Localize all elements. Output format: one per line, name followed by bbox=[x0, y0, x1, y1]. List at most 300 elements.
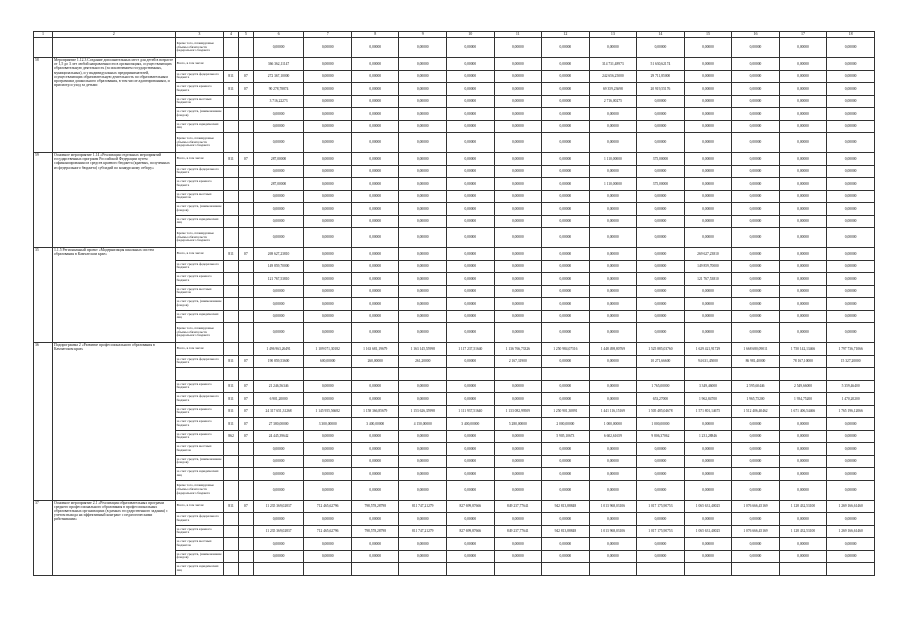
column-number-cell: 12 bbox=[542, 32, 590, 38]
amount-cell: 0,00000 bbox=[827, 120, 875, 133]
amount-cell: 0,00000 bbox=[827, 443, 875, 456]
amount-cell: 0,00000 bbox=[827, 133, 875, 153]
funding-source-cell: за счет средств юридических лиц bbox=[175, 563, 224, 576]
amount-cell: 0,00000 bbox=[304, 108, 352, 121]
amount-cell: 0,00000 bbox=[684, 70, 732, 83]
amount-cell: 1 065 631,40025 bbox=[684, 525, 732, 538]
amount-cell: 0,00000 bbox=[447, 38, 495, 58]
section-code-cell bbox=[238, 165, 253, 178]
funding-source-cell: Кроме того, планируемые объемы обязательств федерального бюджета bbox=[175, 38, 224, 58]
amount-cell: 0,00000 bbox=[684, 133, 732, 153]
ministry-code-cell: 811 bbox=[224, 83, 239, 96]
amount-cell: 78 167,10000 bbox=[779, 355, 827, 368]
amount-cell: 260,00000 bbox=[351, 355, 399, 368]
amount-cell: 0,00000 bbox=[732, 95, 780, 108]
funding-source-cell: за счет средств федерального бюджета bbox=[175, 70, 224, 83]
amount-cell: 0,00000 bbox=[494, 298, 542, 311]
amount-cell: 0,00000 bbox=[542, 248, 590, 261]
amount-cell: 0,00000 bbox=[542, 380, 590, 393]
amount-cell: 0,00000 bbox=[779, 273, 827, 286]
amount-cell: 0,00000 bbox=[589, 310, 637, 323]
amount-cell: 0,00000 bbox=[542, 480, 590, 500]
amount-cell: 1 668 680,09011 bbox=[732, 343, 780, 356]
amount-cell: 1 441 116,15169 bbox=[589, 405, 637, 418]
amount-cell: 3 300,00000 bbox=[304, 418, 352, 431]
amount-cell: 0,00000 bbox=[637, 310, 685, 323]
column-number-cell: 4 bbox=[224, 32, 239, 38]
amount-cell: 0,00000 bbox=[494, 120, 542, 133]
ministry-code-cell bbox=[224, 108, 239, 121]
amount-cell bbox=[684, 368, 732, 381]
column-number-cell: 14 bbox=[637, 32, 685, 38]
funding-source-cell: за счет средств юридических лиц bbox=[175, 120, 224, 133]
amount-cell: 0,00000 bbox=[542, 285, 590, 298]
amount-cell bbox=[732, 563, 780, 576]
row-number-cell bbox=[34, 38, 53, 58]
amount-cell: 0,00000 bbox=[542, 513, 590, 526]
budget-table-page bbox=[33, 31, 875, 628]
amount-cell: 121 767,53810 bbox=[684, 273, 732, 286]
amount-cell: 0,00000 bbox=[684, 190, 732, 203]
ministry-code-cell bbox=[224, 58, 239, 71]
section-code-cell: 07 bbox=[238, 153, 253, 166]
amount-cell: 0,00000 bbox=[542, 190, 590, 203]
amount-cell: 51 630,62174 bbox=[637, 58, 685, 71]
section-code-cell bbox=[238, 468, 253, 481]
amount-cell: 0,00000 bbox=[351, 285, 399, 298]
amount-cell: 0,00000 bbox=[399, 273, 447, 286]
amount-cell: 0,00000 bbox=[589, 393, 637, 406]
amount-cell: 0,00000 bbox=[589, 190, 637, 203]
amount-cell: 0,00000 bbox=[447, 215, 495, 228]
amount-cell: 94 631,45000 bbox=[684, 355, 732, 368]
column-number-cell: 18 bbox=[827, 32, 875, 38]
amount-cell bbox=[304, 368, 352, 381]
amount-cell: 0,00000 bbox=[589, 285, 637, 298]
amount-cell bbox=[351, 563, 399, 576]
ministry-code-cell bbox=[224, 468, 239, 481]
amount-cell: 0,00000 bbox=[351, 480, 399, 500]
amount-cell: 0,00000 bbox=[732, 203, 780, 216]
amount-cell: 0,00000 bbox=[779, 538, 827, 551]
section-code-cell bbox=[238, 368, 253, 381]
row-number-cell: 36 bbox=[34, 343, 53, 501]
amount-cell: 0,00000 bbox=[732, 58, 780, 71]
ministry-code-cell bbox=[224, 285, 239, 298]
amount-cell: 712 465,62796 bbox=[304, 525, 352, 538]
amount-cell: 1 765 196,12066 bbox=[827, 405, 875, 418]
amount-cell: 0,00000 bbox=[637, 228, 685, 248]
amount-cell: 0,00000 bbox=[494, 480, 542, 500]
amount-cell: 0,00000 bbox=[589, 203, 637, 216]
amount-cell: 1 269 166,61460 bbox=[827, 525, 875, 538]
amount-cell: 0,00000 bbox=[494, 323, 542, 343]
measure-name-cell: Мероприятие 1.12.3 Создание дополнительных мест для детей в возрасте от 1,5 до 3 лет любой направленности в организациях, осуществляющих образовательную деятельность (за исключением государственных, муниципальных), и у индивидуальных предпринимателей, осуществляющих образовательную деятельность по образовательным программам дошкольного образования, в том числе адаптированным, и присмотр и уход за детьми bbox=[53, 58, 176, 153]
amount-cell bbox=[542, 368, 590, 381]
amount-cell: 0,00000 bbox=[447, 468, 495, 481]
amount-cell: 0,00000 bbox=[779, 190, 827, 203]
funding-source-cell: за счет средств краевого бюджета bbox=[175, 273, 224, 286]
amount-cell: 0,00000 bbox=[732, 248, 780, 261]
amount-cell: 0,00000 bbox=[827, 550, 875, 563]
amount-cell: 0,00000 bbox=[253, 480, 304, 500]
amount-cell: 0,00000 bbox=[732, 273, 780, 286]
funding-source-cell: Всего, в том числе: bbox=[175, 500, 224, 513]
amount-cell: 0,00000 bbox=[684, 108, 732, 121]
amount-cell: 0,00000 bbox=[494, 153, 542, 166]
section-code-cell: 07 bbox=[238, 430, 253, 443]
amount-cell: 0,00000 bbox=[304, 430, 352, 443]
amount-cell: 0,00000 bbox=[589, 513, 637, 526]
amount-cell: 0,00000 bbox=[494, 215, 542, 228]
amount-cell: 0,00000 bbox=[827, 298, 875, 311]
amount-cell: 827 699,87666 bbox=[447, 525, 495, 538]
funding-source-cell: за счет средств федерального бюджета bbox=[175, 393, 224, 406]
amount-cell: 0,00000 bbox=[684, 538, 732, 551]
amount-cell: 849 237,77641 bbox=[494, 525, 542, 538]
amount-cell: 0,00000 bbox=[684, 165, 732, 178]
amount-cell: 0,00000 bbox=[494, 430, 542, 443]
amount-cell: 0,00000 bbox=[351, 203, 399, 216]
ministry-code-cell bbox=[224, 513, 239, 526]
amount-cell: 0,00000 bbox=[637, 215, 685, 228]
section-code-cell: 07 bbox=[238, 500, 253, 513]
funding-source-cell: Кроме того, планируемые объемы обязательств федерального бюджета bbox=[175, 228, 224, 248]
section-code-cell bbox=[238, 178, 253, 191]
amount-cell: 0,00000 bbox=[589, 273, 637, 286]
section-code-cell bbox=[238, 443, 253, 456]
ministry-code-cell bbox=[224, 273, 239, 286]
column-number-cell: 15 bbox=[684, 32, 732, 38]
amount-cell: 0,00000 bbox=[732, 153, 780, 166]
funding-source-cell: за счет средств, (наименование фондов) bbox=[175, 203, 224, 216]
amount-cell bbox=[447, 368, 495, 381]
amount-cell: 0,00000 bbox=[351, 430, 399, 443]
amount-cell: 1 110,00000 bbox=[589, 178, 637, 191]
amount-cell: 0,00000 bbox=[779, 95, 827, 108]
amount-cell: 0,00000 bbox=[827, 190, 875, 203]
amount-cell: 0,00000 bbox=[827, 178, 875, 191]
ministry-code-cell bbox=[224, 298, 239, 311]
amount-cell: 0,00000 bbox=[447, 393, 495, 406]
amount-cell: 0,00000 bbox=[351, 190, 399, 203]
amount-cell: 0,00000 bbox=[684, 310, 732, 323]
amount-cell: 0,00000 bbox=[684, 215, 732, 228]
amount-cell: 1 145 955,56682 bbox=[304, 405, 352, 418]
amount-cell: 0,00000 bbox=[589, 108, 637, 121]
amount-cell: 0,00000 bbox=[542, 468, 590, 481]
amount-cell: 0,00000 bbox=[637, 513, 685, 526]
section-code-cell bbox=[238, 323, 253, 343]
amount-cell: 1 117 237,51640 bbox=[447, 343, 495, 356]
section-code-cell bbox=[238, 550, 253, 563]
amount-cell: 0,00000 bbox=[304, 480, 352, 500]
table-row bbox=[34, 500, 875, 513]
amount-cell: 0,00000 bbox=[399, 120, 447, 133]
amount-cell: 0,00000 bbox=[732, 70, 780, 83]
amount-cell: 0,00000 bbox=[542, 393, 590, 406]
amount-cell: 0,00000 bbox=[589, 38, 637, 58]
ministry-code-cell bbox=[224, 38, 239, 58]
amount-cell: 1 128 432,53100 bbox=[779, 525, 827, 538]
column-number-cell: 5 bbox=[238, 32, 253, 38]
amount-cell: 11 235 369,02837 bbox=[253, 500, 304, 513]
section-code-cell: 07 bbox=[238, 380, 253, 393]
amount-cell: 0,00000 bbox=[542, 550, 590, 563]
amount-cell: 0,00000 bbox=[637, 273, 685, 286]
funding-source-cell: за счет средств местных бюджетов bbox=[175, 190, 224, 203]
ministry-code-cell bbox=[224, 525, 239, 538]
amount-cell: 0,00000 bbox=[304, 133, 352, 153]
table-row bbox=[34, 38, 875, 58]
amount-cell: 0,00000 bbox=[253, 550, 304, 563]
column-number-cell: 1 bbox=[34, 32, 53, 38]
amount-cell: 0,00000 bbox=[732, 550, 780, 563]
amount-cell: 0,00000 bbox=[399, 203, 447, 216]
amount-cell: 0,00000 bbox=[637, 455, 685, 468]
amount-cell: 0,00000 bbox=[779, 120, 827, 133]
amount-cell: 0,00000 bbox=[304, 203, 352, 216]
amount-cell: 0,00000 bbox=[637, 468, 685, 481]
amount-cell: 242 656,25000 bbox=[589, 70, 637, 83]
funding-source-cell: за счет средств краевого бюджета bbox=[175, 178, 224, 191]
amount-cell: 0,00000 bbox=[684, 38, 732, 58]
budget-table bbox=[33, 31, 875, 576]
column-number-cell: 3 bbox=[175, 32, 224, 38]
amount-cell: 798,578,28798 bbox=[351, 500, 399, 513]
amount-cell: 5 280,00000 bbox=[494, 418, 542, 431]
amount-cell: 0,00000 bbox=[399, 430, 447, 443]
section-code-cell bbox=[238, 58, 253, 71]
funding-source-cell: за счет средств краевого бюджета bbox=[175, 380, 224, 393]
section-code-cell bbox=[238, 310, 253, 323]
amount-cell: 653,27000 bbox=[637, 393, 685, 406]
amount-cell: 0,00000 bbox=[304, 228, 352, 248]
amount-cell: 0,00000 bbox=[827, 273, 875, 286]
amount-cell: 0,00000 bbox=[399, 538, 447, 551]
amount-cell: 1 750 142,13466 bbox=[779, 343, 827, 356]
amount-cell bbox=[399, 563, 447, 576]
amount-cell: 0,00000 bbox=[589, 215, 637, 228]
amount-cell: 0,00000 bbox=[684, 323, 732, 343]
amount-cell: 0,00000 bbox=[399, 550, 447, 563]
amount-cell: 0,00000 bbox=[827, 310, 875, 323]
amount-cell: 10 271,66600 bbox=[637, 355, 685, 368]
amount-cell: 1 163 145,55998 bbox=[399, 343, 447, 356]
amount-cell: 0,00000 bbox=[732, 165, 780, 178]
amount-cell: 0,00000 bbox=[304, 190, 352, 203]
amount-cell: 0,00000 bbox=[399, 228, 447, 248]
amount-cell: 0,00000 bbox=[447, 248, 495, 261]
ministry-code-cell bbox=[224, 165, 239, 178]
amount-cell: 121 767,53810 bbox=[253, 273, 304, 286]
amount-cell: 0,00000 bbox=[494, 248, 542, 261]
amount-cell: 0,00000 bbox=[684, 468, 732, 481]
section-code-cell bbox=[238, 38, 253, 58]
amount-cell: 86 981,40000 bbox=[732, 355, 780, 368]
amount-cell: 0,00000 bbox=[589, 120, 637, 133]
amount-cell: 0,00000 bbox=[684, 120, 732, 133]
amount-cell bbox=[542, 563, 590, 576]
amount-cell: 0,00000 bbox=[779, 133, 827, 153]
amount-cell: 0,00000 bbox=[637, 480, 685, 500]
amount-cell bbox=[447, 563, 495, 576]
amount-cell: 0,00000 bbox=[589, 248, 637, 261]
amount-cell: 2 000,00000 bbox=[542, 418, 590, 431]
amount-cell: 0,00000 bbox=[447, 355, 495, 368]
amount-cell: 0,00000 bbox=[447, 70, 495, 83]
amount-cell: 0,00000 bbox=[304, 455, 352, 468]
amount-cell: 0,00000 bbox=[779, 178, 827, 191]
amount-cell: 314 731,48973 bbox=[589, 58, 637, 71]
amount-cell: 0,00000 bbox=[494, 550, 542, 563]
funding-source-cell: за счет средств краевого бюджета bbox=[175, 405, 224, 418]
funding-source-cell: за счет средств местных бюджетов bbox=[175, 443, 224, 456]
amount-cell: 1 512 406,40462 bbox=[732, 405, 780, 418]
amount-cell: 0,00000 bbox=[304, 248, 352, 261]
amount-cell: 0,00000 bbox=[684, 83, 732, 96]
amount-cell: 0,00000 bbox=[684, 513, 732, 526]
amount-cell: 1 110,00000 bbox=[589, 153, 637, 166]
amount-cell: 0,00000 bbox=[827, 70, 875, 83]
amount-cell: 0,00000 bbox=[447, 480, 495, 500]
amount-cell: 0,00000 bbox=[827, 215, 875, 228]
amount-cell: 0,00000 bbox=[779, 285, 827, 298]
amount-cell: 1 076 666,45169 bbox=[732, 525, 780, 538]
table-row bbox=[34, 343, 875, 356]
amount-cell: 942 813,88848 bbox=[542, 525, 590, 538]
amount-cell: 0,00000 bbox=[637, 190, 685, 203]
column-number-cell: 10 bbox=[447, 32, 495, 38]
amount-cell bbox=[732, 368, 780, 381]
amount-cell: 0,00000 bbox=[494, 228, 542, 248]
amount-cell: 0,00000 bbox=[494, 70, 542, 83]
amount-cell: 0,00000 bbox=[637, 203, 685, 216]
amount-cell: 811 747,21279 bbox=[399, 525, 447, 538]
amount-cell: 0,00000 bbox=[304, 38, 352, 58]
ministry-code-cell: 811 bbox=[224, 500, 239, 513]
amount-cell: 0,00000 bbox=[732, 260, 780, 273]
amount-cell: 0,00000 bbox=[542, 178, 590, 191]
ministry-code-cell bbox=[224, 203, 239, 216]
amount-cell bbox=[304, 563, 352, 576]
amount-cell: 0,00000 bbox=[542, 228, 590, 248]
section-code-cell: 07 bbox=[238, 355, 253, 368]
amount-cell: 1 505 485,04678 bbox=[637, 405, 685, 418]
amount-cell: 5 905,10673 bbox=[542, 430, 590, 443]
amount-cell: 0,00000 bbox=[779, 430, 827, 443]
amount-cell: 0,00000 bbox=[253, 203, 304, 216]
amount-cell: 0,00000 bbox=[494, 468, 542, 481]
amount-cell: 69 359,23698 bbox=[589, 83, 637, 96]
amount-cell: 0,00000 bbox=[304, 538, 352, 551]
amount-cell: 15 327,20000 bbox=[827, 355, 875, 368]
amount-cell: 0,00000 bbox=[732, 310, 780, 323]
section-code-cell bbox=[238, 95, 253, 108]
amount-cell bbox=[494, 368, 542, 381]
amount-cell: 0,00000 bbox=[253, 165, 304, 178]
amount-cell: 0,00000 bbox=[542, 215, 590, 228]
amount-cell: 0,00000 bbox=[399, 58, 447, 71]
amount-cell: 0,00000 bbox=[684, 95, 732, 108]
funding-source-cell: за счет средств федерального бюджета bbox=[175, 513, 224, 526]
amount-cell: 0,00000 bbox=[684, 285, 732, 298]
amount-cell: 0,00000 bbox=[494, 455, 542, 468]
amount-cell: 1 965,75200 bbox=[732, 393, 780, 406]
ministry-code-cell bbox=[224, 310, 239, 323]
amount-cell: 190 859,53600 bbox=[253, 355, 304, 368]
amount-cell: 11 235 369,02837 bbox=[253, 525, 304, 538]
amount-cell: 272 367,10000 bbox=[253, 70, 304, 83]
amount-cell: 0,00000 bbox=[732, 430, 780, 443]
amount-cell: 0,00000 bbox=[447, 323, 495, 343]
section-code-cell bbox=[238, 133, 253, 153]
amount-cell: 0,00000 bbox=[447, 228, 495, 248]
amount-cell: 0,00000 bbox=[494, 513, 542, 526]
amount-cell: 375,00000 bbox=[637, 153, 685, 166]
amount-cell: 0,00000 bbox=[447, 430, 495, 443]
amount-cell: 0,00000 bbox=[399, 298, 447, 311]
amount-cell: 0,00000 bbox=[779, 310, 827, 323]
amount-cell: 0,00000 bbox=[351, 550, 399, 563]
amount-cell: 0,00000 bbox=[253, 38, 304, 58]
section-code-cell: 07 bbox=[238, 70, 253, 83]
amount-cell: 0,00000 bbox=[351, 58, 399, 71]
amount-cell: 0,00000 bbox=[827, 538, 875, 551]
amount-cell: 0,00000 bbox=[351, 248, 399, 261]
measure-name-cell bbox=[53, 38, 176, 58]
amount-cell: 0,00000 bbox=[304, 95, 352, 108]
amount-cell: 0,00000 bbox=[494, 133, 542, 153]
amount-cell: 0,00000 bbox=[637, 298, 685, 311]
amount-cell: 0,00000 bbox=[684, 178, 732, 191]
row-number-cell: 37 bbox=[34, 500, 53, 575]
amount-cell: 0,00000 bbox=[399, 513, 447, 526]
amount-cell: 0,00000 bbox=[637, 260, 685, 273]
amount-cell: 0,00000 bbox=[827, 513, 875, 526]
amount-cell: 0,00000 bbox=[351, 70, 399, 83]
amount-cell: 1 017 175,90753 bbox=[637, 525, 685, 538]
amount-cell: 0,00000 bbox=[447, 538, 495, 551]
amount-cell: 0,00000 bbox=[827, 153, 875, 166]
amount-cell: 0,00000 bbox=[637, 95, 685, 108]
amount-cell: 0,00000 bbox=[542, 538, 590, 551]
amount-cell: 0,00000 bbox=[304, 298, 352, 311]
amount-cell: 0,00000 bbox=[684, 443, 732, 456]
amount-cell: 0,00000 bbox=[684, 153, 732, 166]
amount-cell: 0,00000 bbox=[779, 443, 827, 456]
amount-cell: 0,00000 bbox=[589, 468, 637, 481]
amount-cell: 1 671 406,54466 bbox=[779, 405, 827, 418]
table-row bbox=[34, 248, 875, 261]
amount-cell: 0,00000 bbox=[542, 443, 590, 456]
amount-cell: 0,00000 bbox=[447, 298, 495, 311]
amount-cell: 1 013 968,03106 bbox=[589, 525, 637, 538]
amount-cell: 3 400,00000 bbox=[351, 418, 399, 431]
ministry-code-cell bbox=[224, 133, 239, 153]
ministry-code-cell bbox=[224, 228, 239, 248]
amount-cell: 0,00000 bbox=[304, 443, 352, 456]
amount-cell: 0,00000 bbox=[779, 298, 827, 311]
amount-cell: 0,00000 bbox=[779, 323, 827, 343]
amount-cell: 0,00000 bbox=[494, 95, 542, 108]
amount-cell: 0,00000 bbox=[542, 95, 590, 108]
amount-cell: 0,00000 bbox=[447, 95, 495, 108]
amount-cell: 0,00000 bbox=[779, 228, 827, 248]
amount-cell: 0,00000 bbox=[399, 190, 447, 203]
amount-cell: 0,00000 bbox=[494, 83, 542, 96]
amount-cell: 0,00000 bbox=[732, 83, 780, 96]
